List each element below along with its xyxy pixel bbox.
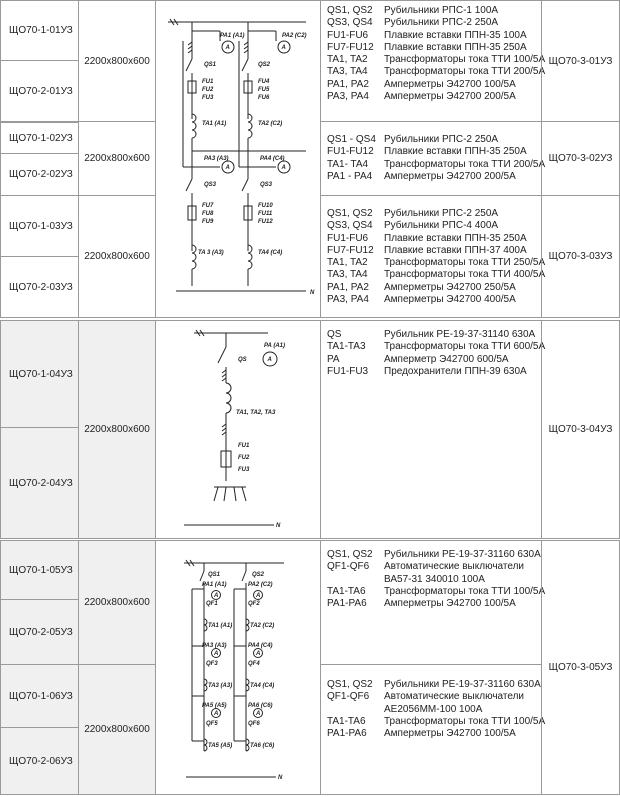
schematic-label: N	[276, 523, 281, 529]
wiring-schematic	[156, 1, 320, 317]
schematic-label: FU4	[258, 79, 270, 85]
schematic-label: TA4 (C4)	[258, 250, 283, 256]
component-description: Автоматические выключатели	[384, 691, 525, 703]
spec-list	[320, 195, 546, 318]
cabinet-text: ЩО70-3-02УЗ	[548, 153, 613, 164]
schematic-label: TA1, TA2, TA3	[236, 410, 276, 416]
designator: FU1-FU6	[327, 232, 369, 244]
component-description: Амперметры Э42700 100/5А	[384, 78, 516, 90]
spec-row	[327, 728, 535, 740]
spec-row	[327, 146, 535, 158]
schematic-label: TA2 (C2)	[250, 623, 275, 629]
spec-row	[327, 91, 535, 103]
component-description: Амперметры Э42700 250/5А	[384, 281, 516, 293]
spec-list	[320, 121, 546, 196]
schematic-cell	[155, 540, 321, 795]
designator: TA1- TA4	[327, 158, 369, 170]
code-text: ЩО70-1-04УЗ	[9, 368, 73, 380]
spec-row	[327, 134, 535, 146]
spec-row	[327, 366, 535, 378]
spec-row	[327, 679, 541, 691]
schematic-label: QF3	[206, 661, 218, 667]
schematic-label: TA 3 (A3)	[198, 250, 224, 256]
component-description: Рубильники РПС-2 250А	[384, 17, 499, 29]
spec-row	[327, 171, 535, 183]
schematic-label: FU2	[202, 87, 214, 93]
component-description: Трансформаторы тока ТТИ 100/5А	[384, 715, 546, 727]
component-description: Рубильники РЕ-19-37-31160 630А	[384, 679, 541, 690]
code-text: ЩО70-2-02УЗ	[9, 169, 73, 180]
schematic-label: A	[267, 357, 272, 363]
spec-list	[320, 540, 546, 665]
schematic-label: A	[214, 651, 219, 657]
component-description: ВА57-31 340010 100А	[384, 573, 485, 585]
designator: QS	[327, 329, 342, 340]
spec-row	[327, 282, 535, 294]
spec-row	[327, 54, 546, 66]
designator: QS1, QS2	[327, 208, 373, 219]
component-description: Амперметры Э42700 400/5А	[384, 294, 516, 306]
schematic-label: QS	[238, 357, 247, 363]
code-cell	[0, 727, 79, 795]
dimensions-text: 2200x800x600	[84, 153, 150, 164]
spec-row	[327, 42, 535, 54]
component-description: Рубильники РЕ-19-37-31160 630А	[384, 549, 541, 560]
schematic-label: QS1	[208, 572, 221, 578]
code-cell	[0, 122, 79, 154]
code-text: ЩО70-1-03УЗ	[9, 220, 73, 232]
component-description: Амперметры Э42700 200/5А	[384, 170, 516, 182]
schematic-label: TA6 (C6)	[250, 743, 275, 749]
schematic-label: FU8	[202, 211, 214, 217]
schematic-label: A	[225, 45, 230, 51]
designator: TA1-TA3	[327, 341, 366, 353]
code-text: ЩО70-2-06УЗ	[9, 755, 73, 767]
schematic-label: QS2	[258, 62, 271, 68]
designator: FU7-FU12	[327, 244, 374, 256]
spec-row	[327, 66, 546, 78]
schematic-label: TA2 (C2)	[258, 121, 283, 127]
cabinet-text: ЩО70-3-04УЗ	[548, 424, 613, 435]
dimensions-text: 2200x800x600	[84, 724, 150, 735]
component-description: АЕ2056ММ-100 100А	[384, 703, 483, 715]
component-description: Плавкие вставки ППН-35 100А	[384, 29, 527, 41]
component-description: Плавкие вставки ППН-37 400А	[384, 244, 527, 256]
wiring-schematic	[156, 541, 320, 794]
component-description: Трансформаторы тока ТТИ 100/5А	[384, 585, 546, 597]
dimensions-cell	[78, 0, 156, 122]
component-description: Трансформаторы тока ТТИ 600/5А	[384, 341, 546, 353]
cabinet-text: ЩО70-3-05УЗ	[548, 662, 613, 673]
cabinet-cell	[541, 121, 620, 196]
schematic-label: FU5	[258, 87, 270, 93]
schematic-label: QF2	[248, 601, 260, 607]
schematic-label: PA1 (A1)	[220, 33, 245, 39]
code-text: ЩО70-2-04УЗ	[9, 477, 73, 489]
component-description: Плавкие вставки ППН-35 250А	[384, 41, 527, 53]
schematic-label: PA (A1)	[264, 343, 285, 349]
code-text: ЩО70-1-05УЗ	[9, 564, 73, 576]
designator: PA1-PA6	[327, 598, 367, 610]
schematic-label: TA4 (C4)	[250, 683, 275, 689]
designator: TA1-TA6	[327, 715, 366, 727]
code-cell	[0, 320, 79, 428]
schematic-label: FU7	[202, 203, 214, 209]
spec-row	[327, 598, 535, 610]
spec-row	[327, 17, 535, 29]
component-description: Рубильники РПС-2 250А	[384, 134, 499, 145]
schematic-label: TA1 (A1)	[202, 121, 227, 127]
code-cell	[0, 427, 79, 539]
dimensions-cell	[78, 121, 156, 196]
schematic-label: A	[225, 165, 230, 171]
schematic-label: FU1	[238, 443, 250, 449]
component-description: Рубильник РЕ-19-37-31140 630А	[384, 329, 536, 340]
component-description: Автоматические выключатели	[384, 561, 525, 573]
schematic-label: FU6	[258, 95, 270, 101]
code-cell	[0, 195, 79, 257]
dimensions-text: 2200x800x600	[84, 597, 150, 608]
schematic-label: QF1	[206, 601, 218, 607]
dimensions-text: 2200x800x600	[84, 424, 150, 435]
cabinet-cell	[541, 195, 620, 318]
schematic-label: TA5 (A5)	[208, 743, 233, 749]
dimensions-cell	[78, 540, 156, 665]
spec-row	[327, 574, 535, 586]
schematic-cell	[155, 0, 321, 318]
schematic-label: FU10	[258, 203, 273, 209]
designator	[327, 704, 384, 716]
component-description: Плавкие вставки ППН-35 250А	[384, 146, 527, 158]
schematic-label: FU9	[202, 219, 214, 225]
spec-row	[327, 208, 535, 220]
spec-row	[327, 585, 546, 598]
component-description: Предохранители ППН-39 630А	[384, 365, 527, 377]
code-cell	[0, 664, 79, 728]
schematic-label: PA2 (C2)	[282, 33, 307, 39]
designator: PA1-PA6	[327, 728, 367, 740]
designator: PA3, PA4	[327, 91, 369, 103]
designator: TA1, TA2	[327, 257, 368, 269]
schematic-label: QS1	[204, 62, 217, 68]
spec-row	[327, 220, 535, 232]
spec-row	[327, 257, 546, 269]
schematic-label: FU1	[202, 79, 214, 85]
schematic-label: PA5 (A5)	[202, 703, 227, 709]
schematic-label: FU12	[258, 219, 273, 225]
cabinet-cell	[541, 540, 620, 795]
designator: QS1, QS2	[327, 549, 373, 560]
schematic-label: PA1 (A1)	[202, 582, 227, 588]
designator: QS1, QS2	[327, 679, 373, 690]
schematic-label: TA1 (A1)	[208, 623, 233, 629]
dimensions-cell	[78, 320, 156, 539]
schematic-label: A	[281, 165, 286, 171]
dimensions-cell	[78, 195, 156, 318]
spec-list	[320, 320, 546, 539]
schematic-label: A	[281, 45, 286, 51]
code-cell	[0, 540, 79, 600]
designator: PA3, PA4	[327, 294, 369, 306]
component-description: Рубильники РПС-4 400А	[384, 220, 499, 232]
schematic-label: A	[256, 593, 261, 599]
spec-row	[327, 354, 535, 366]
dimensions-text: 2200x800x600	[84, 251, 150, 262]
schematic-label: QF6	[248, 721, 260, 727]
spec-row	[327, 30, 535, 42]
designator: QF1-QF6	[327, 691, 370, 703]
spec-row	[327, 341, 546, 353]
spec-row	[327, 691, 535, 703]
code-cell	[0, 60, 79, 122]
spec-row	[327, 233, 535, 245]
code-text: ЩО70-1-02УЗ	[9, 132, 73, 144]
designator: QS1, QS2	[327, 5, 373, 16]
designator: FU1-FU6	[327, 29, 369, 41]
designator: PA1 - PA4	[327, 170, 373, 182]
cabinet-text: ЩО70-3-01УЗ	[548, 55, 613, 67]
schematic-label: A	[256, 651, 261, 657]
schematic-label: QS3	[204, 182, 217, 188]
component-description: Трансформаторы тока ТТИ 200/5А	[384, 158, 546, 170]
spec-row	[327, 329, 535, 341]
spec-row	[327, 549, 541, 561]
component-description: Плавкие вставки ППН-35 250А	[384, 232, 527, 244]
schematic-label: PA3 (A3)	[202, 643, 227, 649]
spec-list	[320, 0, 546, 122]
schematic-label: FU2	[238, 455, 250, 461]
designator: FU1-FU3	[327, 365, 369, 377]
schematic-label: QS3	[260, 182, 273, 188]
designator: QF1-QF6	[327, 561, 370, 573]
code-cell	[0, 153, 79, 196]
dimensions-text: 2200x800x600	[84, 55, 150, 67]
designator: TA3, TA4	[327, 269, 368, 281]
schematic-label: PA4 (C4)	[260, 156, 285, 162]
designator	[327, 574, 384, 586]
component-description: Амперметры Э42700 200/5А	[384, 91, 516, 103]
designator: TA1-TA6	[327, 585, 366, 597]
component-description: Амперметр Э42700 600/5А	[384, 353, 509, 365]
code-text: ЩО70-2-03УЗ	[9, 281, 73, 293]
spec-row	[327, 294, 535, 306]
designator: FU1-FU12	[327, 146, 374, 158]
spec-row	[327, 715, 546, 728]
spec-row	[327, 245, 535, 257]
schematic-label: PA2 (C2)	[248, 582, 273, 588]
code-text: ЩО70-2-01УЗ	[9, 85, 73, 97]
spec-row	[327, 5, 535, 17]
schematic-label: A	[214, 593, 219, 599]
schematic-label: QF4	[248, 661, 260, 667]
code-cell	[0, 256, 79, 318]
schematic-label: PA4 (C4)	[248, 643, 273, 649]
dimensions-cell	[78, 664, 156, 795]
schematic-label: N	[278, 775, 283, 781]
designator: PA1, PA2	[327, 78, 369, 90]
code-cell	[0, 599, 79, 665]
wiring-schematic	[156, 321, 320, 538]
spec-row	[327, 158, 546, 171]
component-description: Амперметры Э42700 100/5А	[384, 728, 516, 740]
designator: TA1, TA2	[327, 54, 368, 66]
schematic-label: PA3 (A3)	[204, 156, 229, 162]
spec-row	[327, 79, 535, 91]
component-description: Рубильники РПС-1 100А	[384, 5, 499, 16]
designator: QS3, QS4	[327, 17, 373, 29]
schematic-label: A	[214, 711, 219, 717]
cabinet-cell	[541, 320, 620, 539]
component-description: Трансформаторы тока ТТИ 200/5А	[384, 66, 546, 78]
schematic-label: PA6 (C6)	[248, 703, 273, 709]
code-text: ЩО70-1-06УЗ	[9, 690, 73, 702]
schematic-label: N	[310, 290, 315, 296]
designator: TA3, TA4	[327, 66, 368, 78]
component-description: Рубильники РПС-2 250А	[384, 208, 499, 219]
spec-list	[320, 664, 546, 795]
schematic-label: FU11	[258, 211, 273, 217]
component-description: Трансформаторы тока ТТИ 250/5А	[384, 257, 546, 269]
component-description: Трансформаторы тока ТТИ 400/5А	[384, 269, 546, 281]
code-cell	[0, 0, 79, 61]
code-text: ЩО70-2-05УЗ	[9, 626, 73, 638]
schematic-label: QS2	[252, 572, 265, 578]
designator: PA	[327, 353, 340, 365]
cabinet-cell	[541, 0, 620, 122]
designator: FU7-FU12	[327, 41, 374, 53]
schematic-cell	[155, 320, 321, 539]
schematic-label: QF5	[206, 721, 218, 727]
schematic-label: FU3	[238, 467, 250, 473]
designator: QS3, QS4	[327, 220, 373, 232]
designator: PA1, PA2	[327, 281, 369, 293]
schematic-label: TA3 (A3)	[208, 683, 233, 689]
spec-row	[327, 704, 535, 716]
schematic-label: FU3	[202, 95, 214, 101]
designator: QS1 - QS4	[327, 134, 376, 145]
spec-row	[327, 269, 546, 281]
spec-row	[327, 561, 535, 573]
cabinet-text: ЩО70-3-03УЗ	[548, 251, 613, 262]
schematic-label: A	[256, 711, 261, 717]
component-description: Амперметры Э42700 100/5А	[384, 598, 516, 610]
component-description: Трансформаторы тока ТТИ 100/5А	[384, 54, 546, 66]
code-text: ЩО70-1-01УЗ	[9, 25, 73, 36]
